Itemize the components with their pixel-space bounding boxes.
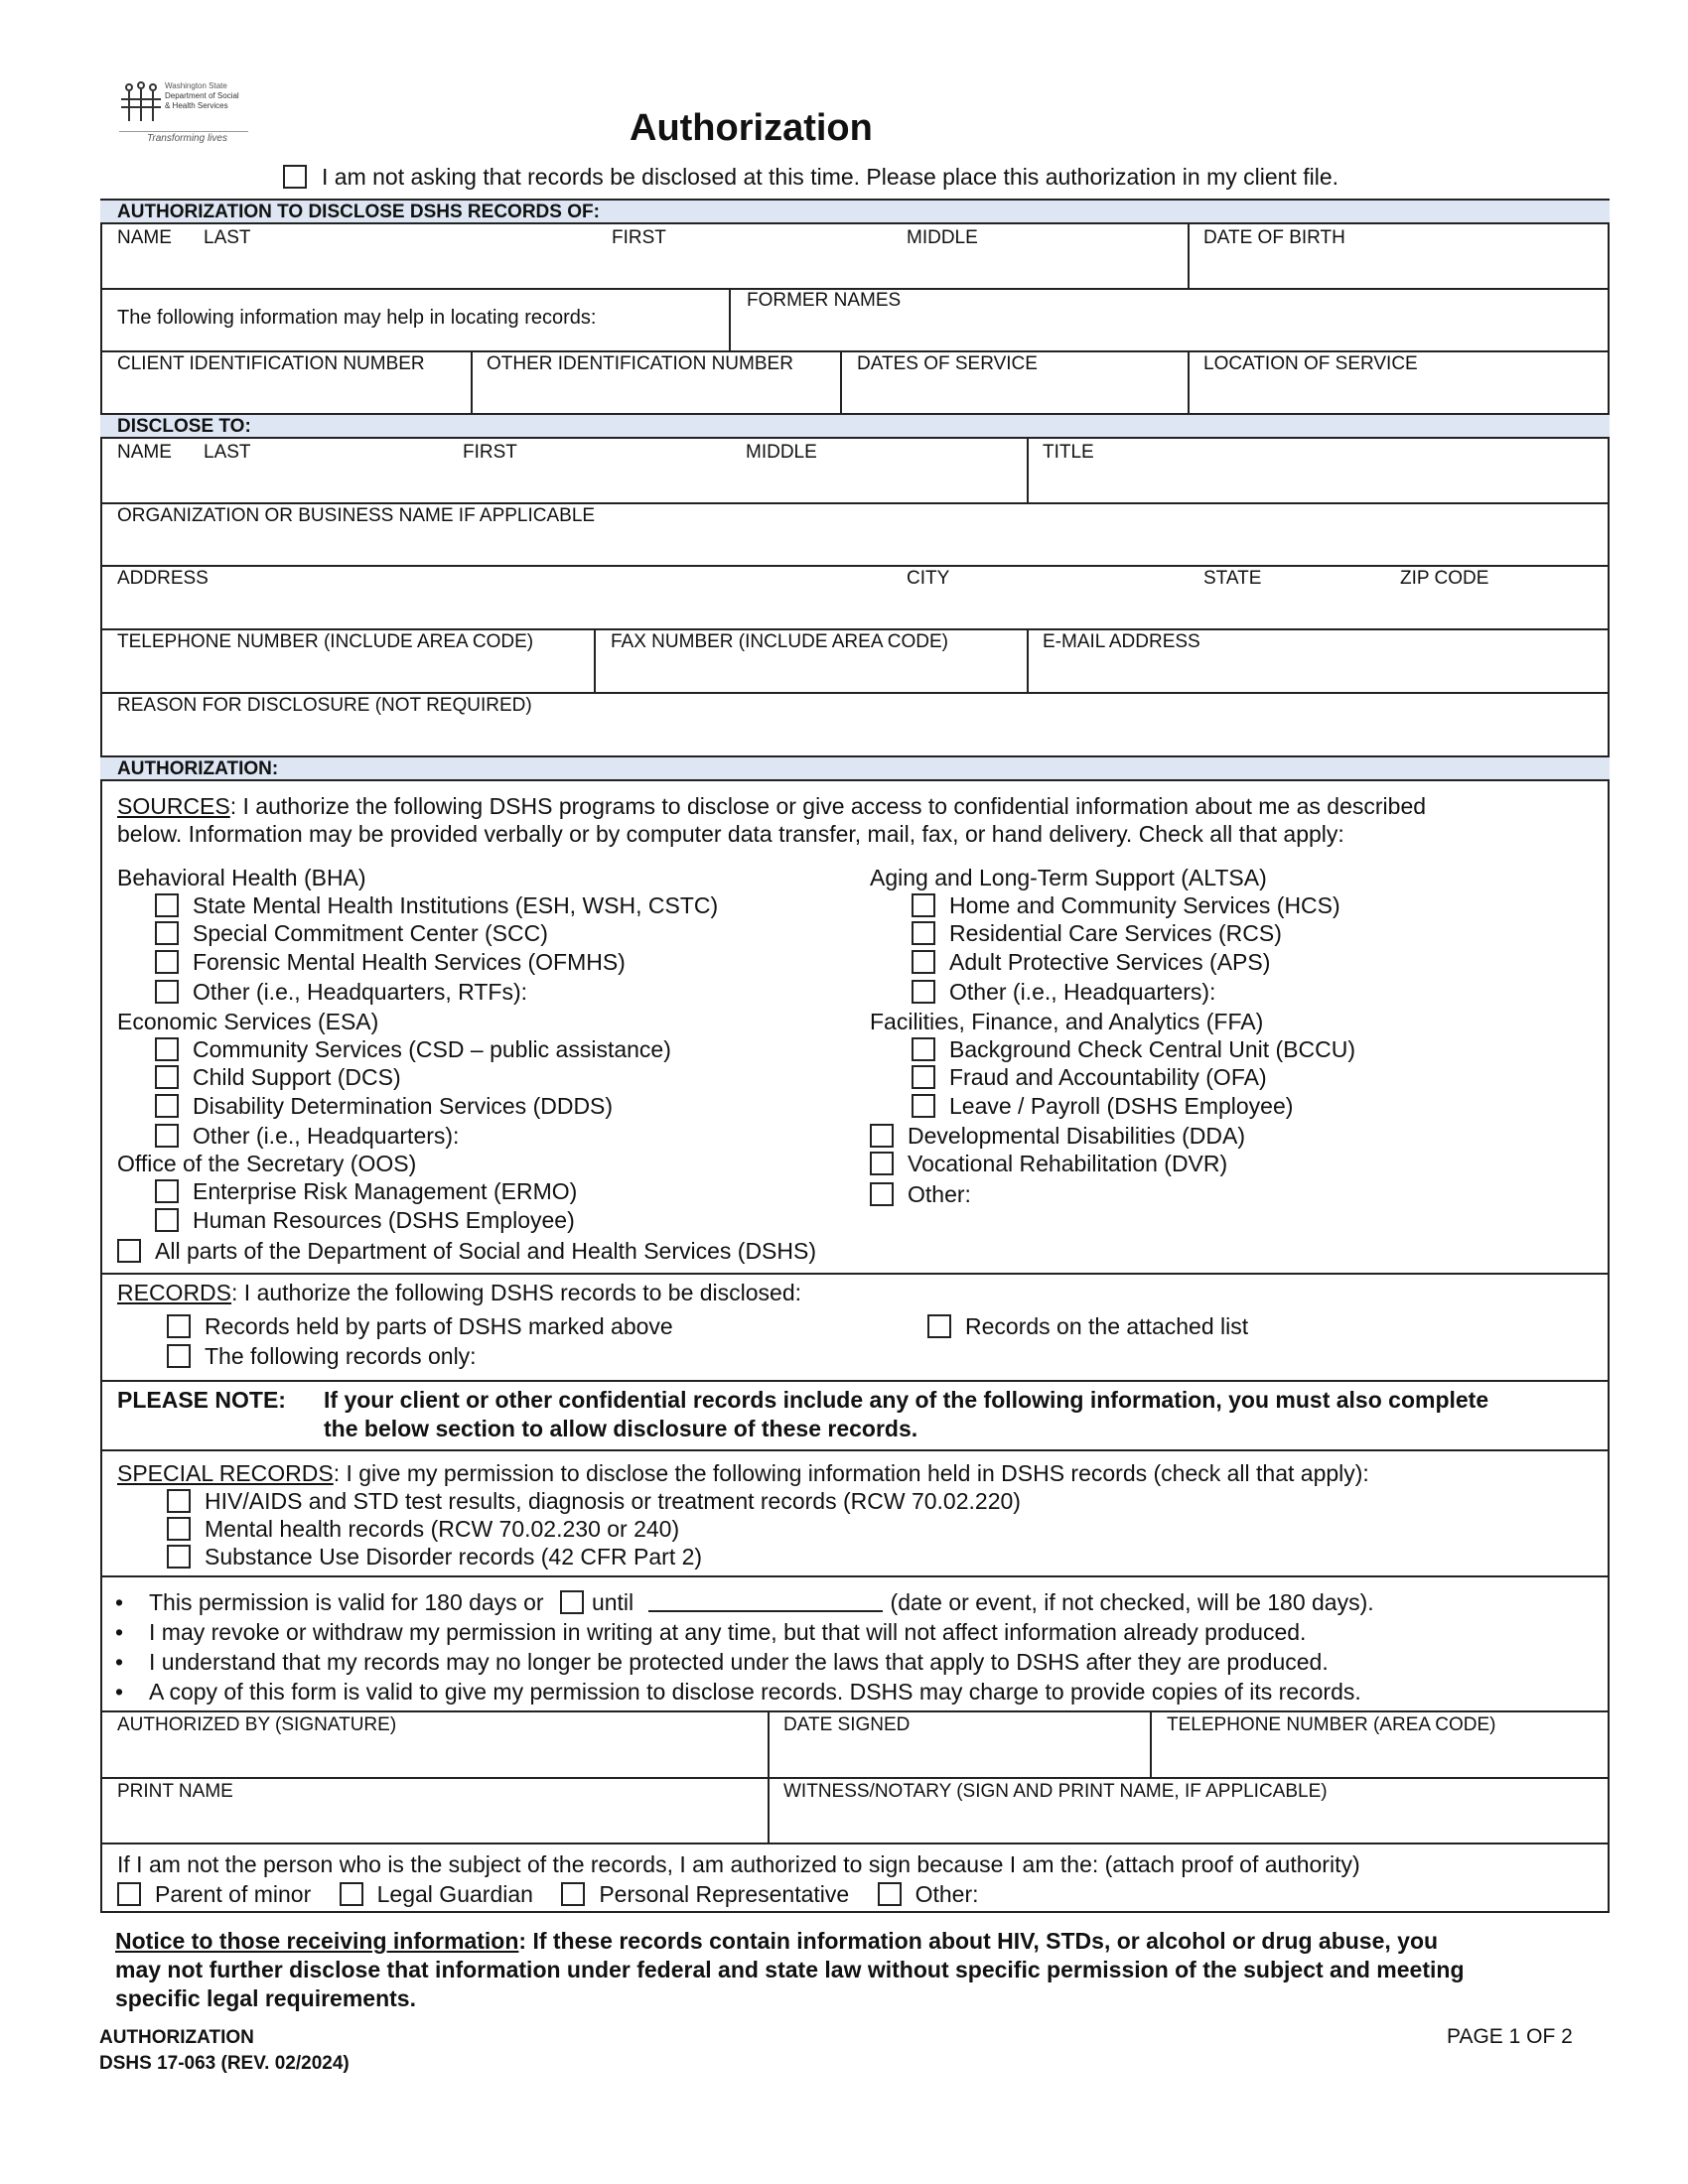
phone-field[interactable] xyxy=(103,655,592,691)
esa-heading: Economic Services (ESA) xyxy=(117,1009,379,1034)
address-label: ADDRESS xyxy=(117,568,209,589)
bullet-dot-3: • xyxy=(115,1649,124,1675)
signature-field[interactable] xyxy=(103,1739,766,1775)
bha-other-label: Other (i.e., Headquarters, RTFs): xyxy=(193,979,528,1005)
org-label: ORGANIZATION OR BUSINESS NAME IF APPLICABLE xyxy=(117,505,596,526)
esa-other-checkbox[interactable] xyxy=(155,1124,179,1148)
notice-text-2: may not further disclose that information under federal and state law without specific permission of the subject and meeting xyxy=(115,1957,1465,1982)
dvr-checkbox[interactable] xyxy=(870,1152,894,1175)
notice-text-1: : If these records contain information about HIV, STDs, or alcohol or drug abuse, you xyxy=(518,1928,1439,1954)
authority-other-label: Other: xyxy=(914,1881,979,1907)
city-label: CITY xyxy=(907,568,950,589)
program-other-label: Other: xyxy=(908,1181,971,1207)
section3-header: AUTHORIZATION: xyxy=(117,758,279,779)
sec2-first-label: FIRST xyxy=(463,442,517,463)
altsa-other-label: Other (i.e., Headquarters): xyxy=(949,979,1216,1005)
sources-label: SOURCES xyxy=(117,793,230,819)
special-mental-health-label: Mental health records (RCW 70.02.230 or 240) xyxy=(205,1516,680,1542)
bha-ofmhs-checkbox[interactable] xyxy=(155,950,179,974)
altsa-rcs-checkbox[interactable] xyxy=(912,921,935,945)
address-field[interactable] xyxy=(103,592,1607,627)
bha-scc-checkbox[interactable] xyxy=(155,921,179,945)
oos-ermo-label: Enterprise Risk Management (ERMO) xyxy=(193,1178,578,1204)
legal-guardian-label: Legal Guardian xyxy=(376,1881,533,1907)
oos-hr-label: Human Resources (DSHS Employee) xyxy=(193,1207,575,1233)
all-dshs-checkbox[interactable] xyxy=(117,1239,141,1263)
client-id-field[interactable] xyxy=(103,377,469,413)
altsa-other-checkbox[interactable] xyxy=(912,980,935,1004)
print-name-field[interactable] xyxy=(103,1805,766,1843)
recipient-name-field[interactable] xyxy=(103,465,1025,502)
print-name-label: PRINT NAME xyxy=(117,1781,233,1802)
location-of-service-field[interactable] xyxy=(1192,377,1607,413)
fax-field[interactable] xyxy=(598,655,1025,691)
esa-csd-checkbox[interactable] xyxy=(155,1037,179,1061)
dshs-logo-icon xyxy=(119,81,163,123)
logo-line1: Washington State xyxy=(165,81,227,90)
not-asking-checkbox[interactable] xyxy=(283,165,307,189)
protection-text: I understand that my records may no longer be protected under the laws that apply to DSHS after they are produced. xyxy=(149,1649,1329,1675)
footer-form-name: AUTHORIZATION xyxy=(99,2027,254,2048)
bha-heading: Behavioral Health (BHA) xyxy=(117,865,366,890)
page-title: Authorization xyxy=(630,107,873,149)
former-names-field[interactable] xyxy=(733,313,1607,350)
copy-text: A copy of this form is valid to give my permission to disclose records. DSHS may charge to provide copies of its records. xyxy=(149,1679,1361,1705)
bullet-dot-4: • xyxy=(115,1679,124,1705)
until-date-field[interactable] xyxy=(648,1588,883,1612)
witness-field[interactable] xyxy=(772,1805,1607,1843)
sec1-first-label: FIRST xyxy=(612,227,666,248)
logo-line2: Department of Social xyxy=(165,91,239,100)
date-signed-field[interactable] xyxy=(772,1739,1148,1775)
special-records-label: SPECIAL RECORDS xyxy=(117,1460,334,1486)
esa-csd-label: Community Services (CSD – public assistance) xyxy=(193,1036,671,1062)
logo-tagline: Transforming lives xyxy=(147,133,227,144)
email-label: E-MAIL ADDRESS xyxy=(1043,631,1200,652)
sign-phone-label: TELEPHONE NUMBER (AREA CODE) xyxy=(1167,1714,1496,1735)
state-label: STATE xyxy=(1203,568,1262,589)
witness-label: WITNESS/NOTARY (SIGN AND PRINT NAME, IF APPLICABLE) xyxy=(783,1781,1328,1802)
dda-checkbox[interactable] xyxy=(870,1124,894,1148)
altsa-rcs-label: Residential Care Services (RCS) xyxy=(949,920,1282,946)
other-id-label: OTHER IDENTIFICATION NUMBER xyxy=(487,353,793,374)
authority-text: If I am not the person who is the subject of the records, I am authorized to sign because I am the: (attach proof of authority) xyxy=(117,1851,1360,1877)
parent-of-minor-label: Parent of minor xyxy=(155,1881,312,1907)
sec1-last-label: LAST xyxy=(204,227,251,248)
personal-representative-checkbox[interactable] xyxy=(561,1882,585,1906)
esa-ddds-label: Disability Determination Services (DDDS) xyxy=(193,1093,614,1119)
esa-dcs-label: Child Support (DCS) xyxy=(193,1064,401,1090)
bullet-dot-1: • xyxy=(115,1589,124,1615)
altsa-aps-label: Adult Protective Services (APS) xyxy=(949,949,1271,975)
dda-label: Developmental Disabilities (DDA) xyxy=(908,1123,1246,1149)
zip-label: ZIP CODE xyxy=(1400,568,1489,589)
sources-text-1: : I authorize the following DSHS programs to disclose or give access to confidential information about me as described xyxy=(229,793,1427,819)
ffa-payroll-label: Leave / Payroll (DSHS Employee) xyxy=(949,1093,1294,1119)
records-following-checkbox[interactable] xyxy=(167,1344,191,1368)
revoke-text: I may revoke or withdraw my permission in writing at any time, but that will not affect information already produced. xyxy=(149,1619,1307,1645)
footer-page-number: PAGE 1 OF 2 xyxy=(1447,2025,1573,2048)
sec2-last-label: LAST xyxy=(204,442,251,463)
logo-line3: & Health Services xyxy=(165,101,228,110)
email-field[interactable] xyxy=(1031,655,1607,691)
org-field[interactable] xyxy=(103,528,1607,564)
oos-hr-checkbox[interactable] xyxy=(155,1208,179,1232)
altsa-aps-checkbox[interactable] xyxy=(912,950,935,974)
section1-header: AUTHORIZATION TO DISCLOSE DSHS RECORDS OF: xyxy=(117,202,600,222)
authority-other-checkbox[interactable] xyxy=(878,1882,902,1906)
client-name-field[interactable] xyxy=(103,234,1186,288)
sec1-dob-label: DATE OF BIRTH xyxy=(1203,227,1345,248)
records-following-label: The following records only: xyxy=(205,1343,477,1369)
personal-representative-label: Personal Representative xyxy=(599,1881,850,1907)
former-names-label: FORMER NAMES xyxy=(747,290,902,311)
oos-heading: Office of the Secretary (OOS) xyxy=(117,1151,417,1176)
until-checkbox[interactable] xyxy=(560,1590,584,1614)
sec2-middle-label: MIDDLE xyxy=(746,442,817,463)
validity-text-1: This permission is valid for 180 days or xyxy=(149,1589,544,1615)
special-hiv-checkbox[interactable] xyxy=(167,1489,191,1513)
bha-other-checkbox[interactable] xyxy=(155,980,179,1004)
please-note-text-1: If your client or other confidential records include any of the following information, you must also complete xyxy=(324,1387,1489,1413)
ffa-ofa-checkbox[interactable] xyxy=(912,1065,935,1089)
esa-dcs-checkbox[interactable] xyxy=(155,1065,179,1089)
ffa-heading: Facilities, Finance, and Analytics (FFA) xyxy=(870,1009,1264,1034)
not-asking-label: I am not asking that records be disclosed at this time. Please place this authorization in my client file. xyxy=(322,164,1339,190)
fax-label: FAX NUMBER (INCLUDE AREA CODE) xyxy=(611,631,948,652)
please-note-label: PLEASE NOTE: xyxy=(117,1387,286,1413)
location-of-service-label: LOCATION OF SERVICE xyxy=(1203,353,1418,374)
parent-of-minor-checkbox[interactable] xyxy=(117,1882,141,1906)
reason-field[interactable] xyxy=(103,719,1607,754)
program-other-checkbox[interactable] xyxy=(870,1182,894,1206)
esa-other-label: Other (i.e., Headquarters): xyxy=(193,1123,460,1149)
bullet-dot-2: • xyxy=(115,1619,124,1645)
bha-esh-checkbox[interactable] xyxy=(155,893,179,917)
validity-until-label: until xyxy=(591,1589,634,1615)
section2-header: DISCLOSE TO: xyxy=(117,416,251,437)
records-label: RECORDS xyxy=(117,1280,232,1305)
records-text: : I authorize the following DSHS records to be disclosed: xyxy=(231,1280,802,1305)
notice-text-3: specific legal requirements. xyxy=(115,1985,416,2011)
reason-label: REASON FOR DISCLOSURE (NOT REQUIRED) xyxy=(117,695,532,716)
sources-text-2: below. Information may be provided verbally or by computer data transfer, mail, fax, or hand delivery. Check all that apply: xyxy=(117,821,1344,847)
altsa-hcs-label: Home and Community Services (HCS) xyxy=(949,892,1340,918)
records-attached-label: Records on the attached list xyxy=(965,1313,1249,1339)
sign-phone-field[interactable] xyxy=(1154,1739,1607,1775)
other-id-field[interactable] xyxy=(475,377,838,413)
records-held-checkbox[interactable] xyxy=(167,1314,191,1338)
ffa-payroll-checkbox[interactable] xyxy=(912,1094,935,1118)
special-records-text: : I give my permission to disclose the following information held in DSHS records (check all that apply): xyxy=(333,1460,1369,1486)
ffa-bccu-label: Background Check Central Unit (BCCU) xyxy=(949,1036,1356,1062)
date-signed-label: DATE SIGNED xyxy=(783,1714,911,1735)
altsa-hcs-checkbox[interactable] xyxy=(912,893,935,917)
all-dshs-label: All parts of the Department of Social and Health Services (DSHS) xyxy=(155,1238,817,1264)
dates-of-service-label: DATES OF SERVICE xyxy=(857,353,1038,374)
client-id-label: CLIENT IDENTIFICATION NUMBER xyxy=(117,353,425,374)
oos-ermo-checkbox[interactable] xyxy=(155,1179,179,1203)
ffa-ofa-label: Fraud and Accountability (OFA) xyxy=(949,1064,1267,1090)
dshs-logo xyxy=(117,77,256,149)
dvr-label: Vocational Rehabilitation (DVR) xyxy=(908,1151,1228,1176)
dates-of-service-field[interactable] xyxy=(844,377,1186,413)
notice-label: Notice to those receiving information xyxy=(115,1928,519,1954)
recipient-title-field[interactable] xyxy=(1031,465,1607,502)
special-sud-checkbox[interactable] xyxy=(167,1545,191,1569)
sec2-name-label: NAME xyxy=(117,442,172,463)
phone-label: TELEPHONE NUMBER (INCLUDE AREA CODE) xyxy=(117,631,534,652)
locating-text: The following information may help in locating records: xyxy=(117,307,597,329)
validity-text-2: (date or event, if not checked, will be 180 days). xyxy=(890,1589,1374,1615)
esa-ddds-checkbox[interactable] xyxy=(155,1094,179,1118)
footer-form-rev: DSHS 17-063 (REV. 02/2024) xyxy=(99,2053,350,2074)
special-sud-label: Substance Use Disorder records (42 CFR Part 2) xyxy=(205,1544,703,1570)
ffa-bccu-checkbox[interactable] xyxy=(912,1037,935,1061)
records-held-label: Records held by parts of DSHS marked above xyxy=(205,1313,673,1339)
bha-esh-label: State Mental Health Institutions (ESH, WSH, CSTC) xyxy=(193,892,719,918)
bha-ofmhs-label: Forensic Mental Health Services (OFMHS) xyxy=(193,949,626,975)
authorized-by-label: AUTHORIZED BY (SIGNATURE) xyxy=(117,1714,397,1735)
legal-guardian-checkbox[interactable] xyxy=(340,1882,363,1906)
client-dob-field[interactable] xyxy=(1192,234,1607,288)
sec1-middle-label: MIDDLE xyxy=(907,227,978,248)
special-hiv-label: HIV/AIDS and STD test results, diagnosis or treatment records (RCW 70.02.220) xyxy=(205,1488,1021,1514)
bha-scc-label: Special Commitment Center (SCC) xyxy=(193,920,548,946)
records-attached-checkbox[interactable] xyxy=(927,1314,951,1338)
please-note-text-2: the below section to allow disclosure of these records. xyxy=(324,1416,918,1441)
sec1-name-label: NAME xyxy=(117,227,172,248)
altsa-heading: Aging and Long-Term Support (ALTSA) xyxy=(870,865,1267,890)
special-mental-health-checkbox[interactable] xyxy=(167,1517,191,1541)
sec2-title-label: TITLE xyxy=(1043,442,1094,463)
